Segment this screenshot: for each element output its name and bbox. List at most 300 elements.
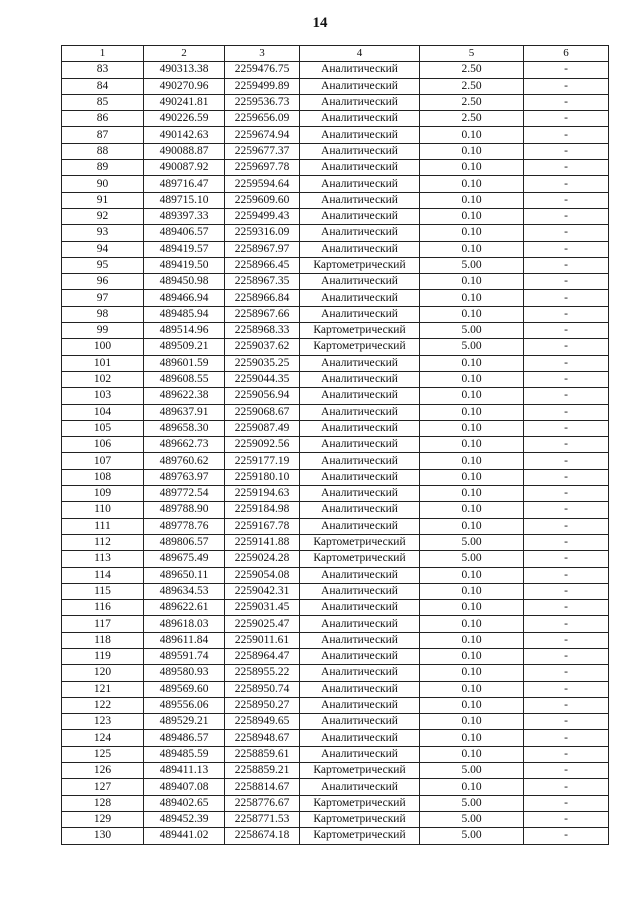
method-cell: Картометрический bbox=[300, 828, 420, 844]
method-cell: Картометрический bbox=[300, 323, 420, 339]
description-cell: - bbox=[524, 648, 609, 664]
description-cell: - bbox=[524, 828, 609, 844]
description-cell: - bbox=[524, 257, 609, 273]
y-coordinate-cell: 2259167.78 bbox=[225, 518, 300, 534]
table-row bbox=[62, 339, 609, 355]
x-coordinate-cell: 489406.57 bbox=[144, 225, 225, 241]
description-cell: - bbox=[524, 241, 609, 257]
method-cell: Аналитический bbox=[300, 404, 420, 420]
y-coordinate-cell: 2259536.73 bbox=[225, 94, 300, 110]
accuracy-cell: 0.10 bbox=[420, 779, 524, 795]
x-coordinate-cell: 489650.11 bbox=[144, 567, 225, 583]
point-number-cell: 89 bbox=[62, 160, 144, 176]
description-cell: - bbox=[524, 795, 609, 811]
y-coordinate-cell: 2258968.33 bbox=[225, 323, 300, 339]
x-coordinate-cell: 490088.87 bbox=[144, 143, 225, 159]
y-coordinate-cell: 2258950.74 bbox=[225, 681, 300, 697]
table-row bbox=[62, 648, 609, 664]
y-coordinate-cell: 2258967.35 bbox=[225, 274, 300, 290]
method-cell: Аналитический bbox=[300, 306, 420, 322]
point-number-cell: 120 bbox=[62, 665, 144, 681]
x-coordinate-cell: 489466.94 bbox=[144, 290, 225, 306]
accuracy-cell: 5.00 bbox=[420, 828, 524, 844]
x-coordinate-cell: 489411.13 bbox=[144, 763, 225, 779]
description-cell: - bbox=[524, 730, 609, 746]
accuracy-cell: 5.00 bbox=[420, 257, 524, 273]
accuracy-cell: 5.00 bbox=[420, 534, 524, 550]
point-number-cell: 92 bbox=[62, 208, 144, 224]
point-number-cell: 94 bbox=[62, 241, 144, 257]
method-cell: Аналитический bbox=[300, 583, 420, 599]
point-number-cell: 123 bbox=[62, 714, 144, 730]
accuracy-cell: 0.10 bbox=[420, 714, 524, 730]
point-number-cell: 85 bbox=[62, 94, 144, 110]
method-cell: Аналитический bbox=[300, 616, 420, 632]
accuracy-cell: 5.00 bbox=[420, 323, 524, 339]
table-row bbox=[62, 616, 609, 632]
x-coordinate-cell: 489662.73 bbox=[144, 437, 225, 453]
point-number-cell: 106 bbox=[62, 437, 144, 453]
point-number-cell: 118 bbox=[62, 632, 144, 648]
accuracy-cell: 5.00 bbox=[420, 339, 524, 355]
point-number-cell: 93 bbox=[62, 225, 144, 241]
accuracy-cell: 2.50 bbox=[420, 62, 524, 78]
y-coordinate-cell: 2258814.67 bbox=[225, 779, 300, 795]
description-cell: - bbox=[524, 551, 609, 567]
method-cell: Аналитический bbox=[300, 518, 420, 534]
point-number-cell: 102 bbox=[62, 371, 144, 387]
table-row bbox=[62, 176, 609, 192]
y-coordinate-cell: 2259087.49 bbox=[225, 420, 300, 436]
accuracy-cell: 0.10 bbox=[420, 730, 524, 746]
y-coordinate-cell: 2259697.78 bbox=[225, 160, 300, 176]
x-coordinate-cell: 489716.47 bbox=[144, 176, 225, 192]
description-cell: - bbox=[524, 388, 609, 404]
accuracy-cell: 2.50 bbox=[420, 111, 524, 127]
point-number-cell: 109 bbox=[62, 486, 144, 502]
accuracy-cell: 0.10 bbox=[420, 388, 524, 404]
table-row bbox=[62, 811, 609, 827]
description-cell: - bbox=[524, 583, 609, 599]
x-coordinate-cell: 489622.61 bbox=[144, 600, 225, 616]
description-cell: - bbox=[524, 632, 609, 648]
accuracy-cell: 5.00 bbox=[420, 763, 524, 779]
method-cell: Аналитический bbox=[300, 127, 420, 143]
point-number-cell: 119 bbox=[62, 648, 144, 664]
y-coordinate-cell: 2259042.31 bbox=[225, 583, 300, 599]
description-cell: - bbox=[524, 746, 609, 762]
method-cell: Аналитический bbox=[300, 143, 420, 159]
description-cell: - bbox=[524, 225, 609, 241]
description-cell: - bbox=[524, 94, 609, 110]
point-number-cell: 128 bbox=[62, 795, 144, 811]
method-cell: Аналитический bbox=[300, 225, 420, 241]
accuracy-cell: 0.10 bbox=[420, 192, 524, 208]
x-coordinate-cell: 490142.63 bbox=[144, 127, 225, 143]
table-row bbox=[62, 746, 609, 762]
table-row bbox=[62, 518, 609, 534]
x-coordinate-cell: 489778.76 bbox=[144, 518, 225, 534]
accuracy-cell: 5.00 bbox=[420, 811, 524, 827]
y-coordinate-cell: 2258950.27 bbox=[225, 697, 300, 713]
point-number-cell: 104 bbox=[62, 404, 144, 420]
y-coordinate-cell: 2259031.45 bbox=[225, 600, 300, 616]
description-cell: - bbox=[524, 323, 609, 339]
point-number-cell: 99 bbox=[62, 323, 144, 339]
point-number-cell: 113 bbox=[62, 551, 144, 567]
description-cell: - bbox=[524, 502, 609, 518]
accuracy-cell: 0.10 bbox=[420, 208, 524, 224]
description-cell: - bbox=[524, 486, 609, 502]
description-cell: - bbox=[524, 567, 609, 583]
table-row bbox=[62, 502, 609, 518]
x-coordinate-cell: 489715.10 bbox=[144, 192, 225, 208]
y-coordinate-cell: 2258674.18 bbox=[225, 828, 300, 844]
point-number-cell: 122 bbox=[62, 697, 144, 713]
accuracy-cell: 2.50 bbox=[420, 94, 524, 110]
accuracy-cell: 0.10 bbox=[420, 681, 524, 697]
method-cell: Аналитический bbox=[300, 160, 420, 176]
accuracy-cell: 0.10 bbox=[420, 486, 524, 502]
column-header: 3 bbox=[225, 46, 300, 62]
table-row bbox=[62, 355, 609, 371]
description-cell: - bbox=[524, 697, 609, 713]
y-coordinate-cell: 2259141.88 bbox=[225, 534, 300, 550]
table-row bbox=[62, 681, 609, 697]
description-cell: - bbox=[524, 534, 609, 550]
y-coordinate-cell: 2258966.45 bbox=[225, 257, 300, 273]
table-row bbox=[62, 225, 609, 241]
method-cell: Аналитический bbox=[300, 469, 420, 485]
table-body bbox=[62, 46, 609, 845]
y-coordinate-cell: 2259674.94 bbox=[225, 127, 300, 143]
method-cell: Аналитический bbox=[300, 600, 420, 616]
method-cell: Аналитический bbox=[300, 241, 420, 257]
method-cell: Аналитический bbox=[300, 192, 420, 208]
y-coordinate-cell: 2258949.65 bbox=[225, 714, 300, 730]
description-cell: - bbox=[524, 600, 609, 616]
x-coordinate-cell: 490270.96 bbox=[144, 78, 225, 94]
x-coordinate-cell: 489397.33 bbox=[144, 208, 225, 224]
x-coordinate-cell: 489450.98 bbox=[144, 274, 225, 290]
point-number-cell: 86 bbox=[62, 111, 144, 127]
x-coordinate-cell: 489485.94 bbox=[144, 306, 225, 322]
table-header-row bbox=[62, 46, 609, 62]
method-cell: Аналитический bbox=[300, 420, 420, 436]
point-number-cell: 83 bbox=[62, 62, 144, 78]
table-row bbox=[62, 437, 609, 453]
point-number-cell: 127 bbox=[62, 779, 144, 795]
y-coordinate-cell: 2258859.21 bbox=[225, 763, 300, 779]
table-row bbox=[62, 828, 609, 844]
x-coordinate-cell: 489772.54 bbox=[144, 486, 225, 502]
method-cell: Аналитический bbox=[300, 208, 420, 224]
accuracy-cell: 0.10 bbox=[420, 420, 524, 436]
table-row bbox=[62, 632, 609, 648]
method-cell: Аналитический bbox=[300, 453, 420, 469]
y-coordinate-cell: 2259011.61 bbox=[225, 632, 300, 648]
point-number-cell: 114 bbox=[62, 567, 144, 583]
table-row bbox=[62, 78, 609, 94]
method-cell: Аналитический bbox=[300, 62, 420, 78]
description-cell: - bbox=[524, 665, 609, 681]
table-row bbox=[62, 714, 609, 730]
y-coordinate-cell: 2259316.09 bbox=[225, 225, 300, 241]
table-row bbox=[62, 763, 609, 779]
method-cell: Аналитический bbox=[300, 714, 420, 730]
accuracy-cell: 0.10 bbox=[420, 518, 524, 534]
table-row bbox=[62, 274, 609, 290]
method-cell: Картометрический bbox=[300, 339, 420, 355]
x-coordinate-cell: 490241.81 bbox=[144, 94, 225, 110]
method-cell: Аналитический bbox=[300, 388, 420, 404]
method-cell: Аналитический bbox=[300, 290, 420, 306]
x-coordinate-cell: 489760.62 bbox=[144, 453, 225, 469]
description-cell: - bbox=[524, 371, 609, 387]
accuracy-cell: 0.10 bbox=[420, 306, 524, 322]
x-coordinate-cell: 490313.38 bbox=[144, 62, 225, 78]
method-cell: Аналитический bbox=[300, 746, 420, 762]
description-cell: - bbox=[524, 176, 609, 192]
method-cell: Аналитический bbox=[300, 502, 420, 518]
method-cell: Аналитический bbox=[300, 111, 420, 127]
x-coordinate-cell: 489591.74 bbox=[144, 648, 225, 664]
method-cell: Картометрический bbox=[300, 551, 420, 567]
y-coordinate-cell: 2259656.09 bbox=[225, 111, 300, 127]
y-coordinate-cell: 2258859.61 bbox=[225, 746, 300, 762]
table-row bbox=[62, 486, 609, 502]
table-row bbox=[62, 94, 609, 110]
y-coordinate-cell: 2259054.08 bbox=[225, 567, 300, 583]
accuracy-cell: 0.10 bbox=[420, 583, 524, 599]
accuracy-cell: 0.10 bbox=[420, 127, 524, 143]
point-number-cell: 108 bbox=[62, 469, 144, 485]
method-cell: Картометрический bbox=[300, 763, 420, 779]
point-number-cell: 101 bbox=[62, 355, 144, 371]
accuracy-cell: 0.10 bbox=[420, 632, 524, 648]
method-cell: Аналитический bbox=[300, 730, 420, 746]
y-coordinate-cell: 2259194.63 bbox=[225, 486, 300, 502]
table-row bbox=[62, 600, 609, 616]
point-number-cell: 88 bbox=[62, 143, 144, 159]
column-header: 5 bbox=[420, 46, 524, 62]
x-coordinate-cell: 489622.38 bbox=[144, 388, 225, 404]
table-row bbox=[62, 143, 609, 159]
y-coordinate-cell: 2258776.67 bbox=[225, 795, 300, 811]
point-number-cell: 125 bbox=[62, 746, 144, 762]
x-coordinate-cell: 490226.59 bbox=[144, 111, 225, 127]
description-cell: - bbox=[524, 763, 609, 779]
description-cell: - bbox=[524, 274, 609, 290]
x-coordinate-cell: 489514.96 bbox=[144, 323, 225, 339]
table-row bbox=[62, 795, 609, 811]
description-cell: - bbox=[524, 290, 609, 306]
method-cell: Аналитический bbox=[300, 78, 420, 94]
column-header: 4 bbox=[300, 46, 420, 62]
method-cell: Аналитический bbox=[300, 486, 420, 502]
y-coordinate-cell: 2259092.56 bbox=[225, 437, 300, 453]
x-coordinate-cell: 489419.57 bbox=[144, 241, 225, 257]
point-number-cell: 124 bbox=[62, 730, 144, 746]
y-coordinate-cell: 2259037.62 bbox=[225, 339, 300, 355]
x-coordinate-cell: 489402.65 bbox=[144, 795, 225, 811]
table-row bbox=[62, 111, 609, 127]
description-cell: - bbox=[524, 208, 609, 224]
y-coordinate-cell: 2258771.53 bbox=[225, 811, 300, 827]
y-coordinate-cell: 2259609.60 bbox=[225, 192, 300, 208]
method-cell: Аналитический bbox=[300, 94, 420, 110]
point-number-cell: 84 bbox=[62, 78, 144, 94]
method-cell: Аналитический bbox=[300, 648, 420, 664]
accuracy-cell: 0.10 bbox=[420, 453, 524, 469]
method-cell: Картометрический bbox=[300, 795, 420, 811]
table-row bbox=[62, 208, 609, 224]
y-coordinate-cell: 2259184.98 bbox=[225, 502, 300, 518]
description-cell: - bbox=[524, 78, 609, 94]
description-cell: - bbox=[524, 681, 609, 697]
y-coordinate-cell: 2258964.47 bbox=[225, 648, 300, 664]
description-cell: - bbox=[524, 811, 609, 827]
x-coordinate-cell: 489806.57 bbox=[144, 534, 225, 550]
description-cell: - bbox=[524, 306, 609, 322]
method-cell: Картометрический bbox=[300, 811, 420, 827]
table-row bbox=[62, 469, 609, 485]
table-row bbox=[62, 567, 609, 583]
y-coordinate-cell: 2259044.35 bbox=[225, 371, 300, 387]
x-coordinate-cell: 489788.90 bbox=[144, 502, 225, 518]
point-number-cell: 91 bbox=[62, 192, 144, 208]
table-row bbox=[62, 290, 609, 306]
x-coordinate-cell: 489763.97 bbox=[144, 469, 225, 485]
description-cell: - bbox=[524, 616, 609, 632]
y-coordinate-cell: 2259180.10 bbox=[225, 469, 300, 485]
table-row bbox=[62, 241, 609, 257]
page-number: 14 bbox=[312, 15, 328, 31]
method-cell: Аналитический bbox=[300, 176, 420, 192]
method-cell: Аналитический bbox=[300, 355, 420, 371]
point-number-cell: 97 bbox=[62, 290, 144, 306]
column-header: 1 bbox=[62, 46, 144, 62]
x-coordinate-cell: 489675.49 bbox=[144, 551, 225, 567]
method-cell: Аналитический bbox=[300, 665, 420, 681]
column-header: 2 bbox=[144, 46, 225, 62]
x-coordinate-cell: 489580.93 bbox=[144, 665, 225, 681]
method-cell: Аналитический bbox=[300, 697, 420, 713]
accuracy-cell: 0.10 bbox=[420, 160, 524, 176]
y-coordinate-cell: 2258966.84 bbox=[225, 290, 300, 306]
table-row bbox=[62, 583, 609, 599]
method-cell: Картометрический bbox=[300, 534, 420, 550]
accuracy-cell: 0.10 bbox=[420, 371, 524, 387]
table-row bbox=[62, 192, 609, 208]
table-row bbox=[62, 665, 609, 681]
point-number-cell: 130 bbox=[62, 828, 144, 844]
point-number-cell: 126 bbox=[62, 763, 144, 779]
x-coordinate-cell: 489634.53 bbox=[144, 583, 225, 599]
accuracy-cell: 0.10 bbox=[420, 437, 524, 453]
method-cell: Аналитический bbox=[300, 371, 420, 387]
accuracy-cell: 0.10 bbox=[420, 404, 524, 420]
x-coordinate-cell: 489419.50 bbox=[144, 257, 225, 273]
accuracy-cell: 0.10 bbox=[420, 241, 524, 257]
table-row bbox=[62, 453, 609, 469]
point-number-cell: 112 bbox=[62, 534, 144, 550]
description-cell: - bbox=[524, 143, 609, 159]
y-coordinate-cell: 2259056.94 bbox=[225, 388, 300, 404]
accuracy-cell: 0.10 bbox=[420, 274, 524, 290]
accuracy-cell: 0.10 bbox=[420, 567, 524, 583]
table-row bbox=[62, 306, 609, 322]
x-coordinate-cell: 490087.92 bbox=[144, 160, 225, 176]
description-cell: - bbox=[524, 192, 609, 208]
table-row bbox=[62, 323, 609, 339]
accuracy-cell: 0.10 bbox=[420, 176, 524, 192]
y-coordinate-cell: 2259025.47 bbox=[225, 616, 300, 632]
x-coordinate-cell: 489407.08 bbox=[144, 779, 225, 795]
y-coordinate-cell: 2259177.19 bbox=[225, 453, 300, 469]
point-number-cell: 100 bbox=[62, 339, 144, 355]
description-cell: - bbox=[524, 469, 609, 485]
y-coordinate-cell: 2259035.25 bbox=[225, 355, 300, 371]
accuracy-cell: 0.10 bbox=[420, 225, 524, 241]
description-cell: - bbox=[524, 127, 609, 143]
y-coordinate-cell: 2259499.89 bbox=[225, 78, 300, 94]
method-cell: Картометрический bbox=[300, 257, 420, 273]
accuracy-cell: 2.50 bbox=[420, 78, 524, 94]
description-cell: - bbox=[524, 160, 609, 176]
y-coordinate-cell: 2259499.43 bbox=[225, 208, 300, 224]
accuracy-cell: 0.10 bbox=[420, 290, 524, 306]
point-number-cell: 115 bbox=[62, 583, 144, 599]
point-number-cell: 121 bbox=[62, 681, 144, 697]
description-cell: - bbox=[524, 437, 609, 453]
x-coordinate-cell: 489601.59 bbox=[144, 355, 225, 371]
accuracy-cell: 0.10 bbox=[420, 502, 524, 518]
y-coordinate-cell: 2259068.67 bbox=[225, 404, 300, 420]
accuracy-cell: 0.10 bbox=[420, 469, 524, 485]
x-coordinate-cell: 489452.39 bbox=[144, 811, 225, 827]
method-cell: Аналитический bbox=[300, 681, 420, 697]
y-coordinate-cell: 2259476.75 bbox=[225, 62, 300, 78]
description-cell: - bbox=[524, 339, 609, 355]
method-cell: Аналитический bbox=[300, 632, 420, 648]
description-cell: - bbox=[524, 453, 609, 469]
table-row bbox=[62, 160, 609, 176]
table-row bbox=[62, 534, 609, 550]
accuracy-cell: 0.10 bbox=[420, 143, 524, 159]
x-coordinate-cell: 489556.06 bbox=[144, 697, 225, 713]
point-number-cell: 116 bbox=[62, 600, 144, 616]
y-coordinate-cell: 2259024.28 bbox=[225, 551, 300, 567]
y-coordinate-cell: 2259594.64 bbox=[225, 176, 300, 192]
point-number-cell: 98 bbox=[62, 306, 144, 322]
table-row bbox=[62, 779, 609, 795]
table-row bbox=[62, 730, 609, 746]
point-number-cell: 95 bbox=[62, 257, 144, 273]
point-number-cell: 96 bbox=[62, 274, 144, 290]
x-coordinate-cell: 489485.59 bbox=[144, 746, 225, 762]
y-coordinate-cell: 2258955.22 bbox=[225, 665, 300, 681]
table-row bbox=[62, 404, 609, 420]
description-cell: - bbox=[524, 404, 609, 420]
table-row bbox=[62, 420, 609, 436]
y-coordinate-cell: 2259677.37 bbox=[225, 143, 300, 159]
point-number-cell: 111 bbox=[62, 518, 144, 534]
description-cell: - bbox=[524, 714, 609, 730]
table-row bbox=[62, 127, 609, 143]
table-row bbox=[62, 388, 609, 404]
table-row bbox=[62, 697, 609, 713]
